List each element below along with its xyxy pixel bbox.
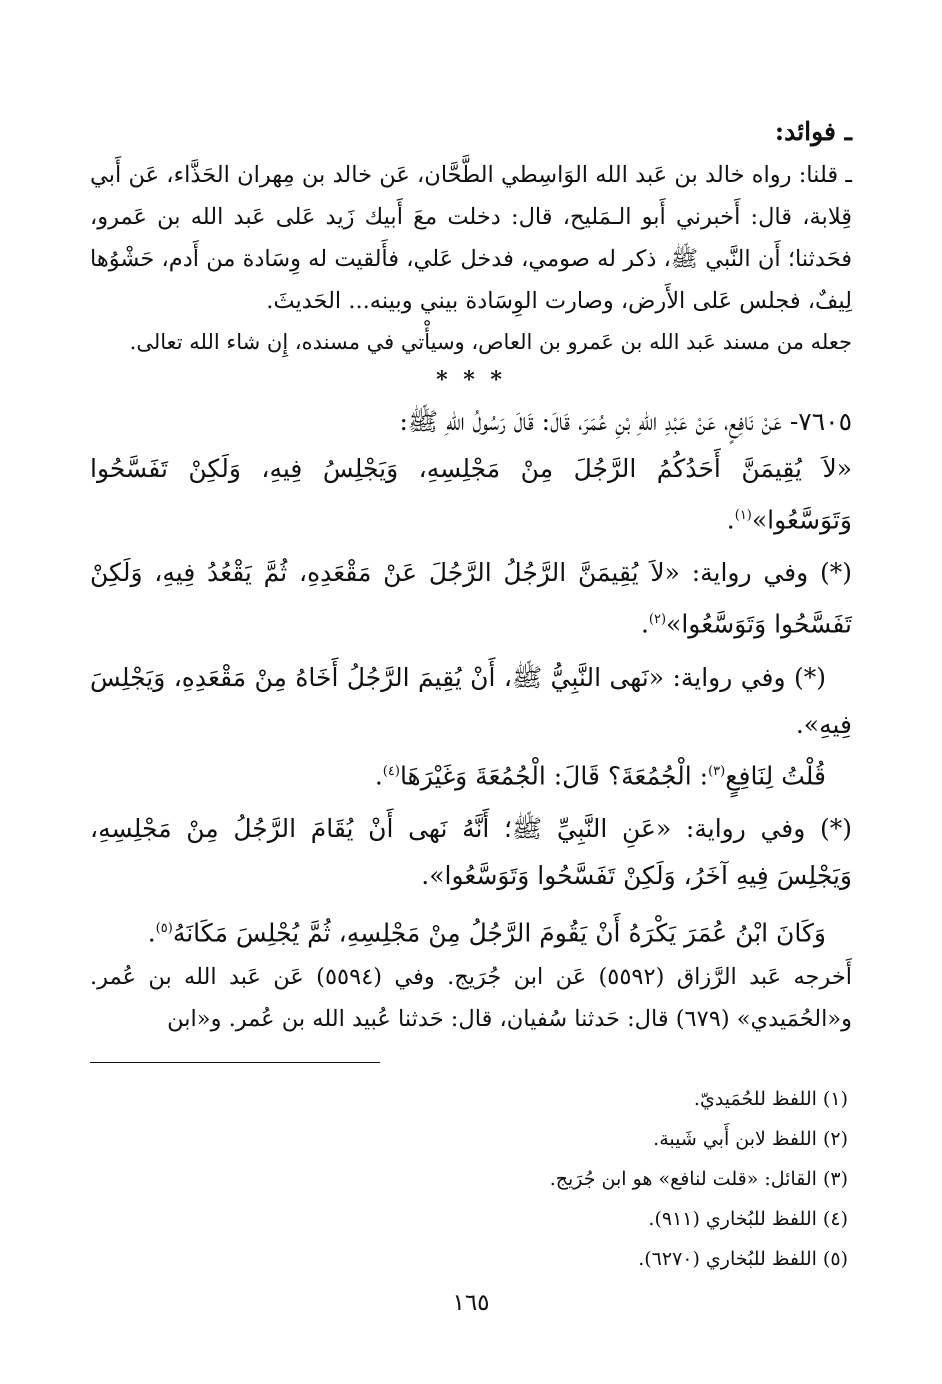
takhrij-paragraph: أَخرجه عَبد الرَّزاق (٥٥٩٢) عَن ابن جُرَيج. وفي (٥٥٩٤) عَن عَبد الله بن عُمر. و«الحُمَيدي» (٦٧٩) قال: حَدثنا سُفيان، قال: حَدثنا عُبيد الله بن عُمر. و«ابن bbox=[90, 964, 853, 1033]
section-separator: * * * bbox=[436, 367, 506, 393]
footnote-4: (٤) اللفظ للبُخاري (٩١١). bbox=[648, 1208, 848, 1231]
footnote-ref: (٤) bbox=[382, 763, 400, 779]
page-number: ١٦٥ bbox=[452, 1290, 490, 1316]
footnote-ref: (٥) bbox=[155, 920, 173, 936]
footnote-ref: (٢) bbox=[648, 612, 667, 628]
footnote-2: (٢) اللفظ لابن أَبي شَيبة. bbox=[653, 1128, 848, 1151]
commentary-note: جعله من مسند عَبد الله بن عَمرو بن العاص، وسيأْتي في مسنده، إِن شاء الله تعالى. bbox=[129, 330, 852, 354]
hadith-text: «لاَ يُقِيمَنَّ أَحَدُكُمُ الرَّجُلَ مِنْ مَجْلِسِهِ، وَيَجْلِسُ فِيهِ، وَلَكِنْ تَفَسَّحُوا وَتَوَسَّعُوا»$^{(١)}$. bbox=[90, 454, 852, 535]
ibn-umar-line: وَكَانَ ابْنُ عُمَرَ يَكْرَهُ أَنْ يَقُومَ الرَّجُلُ مِنْ مَجْلِسِهِ، ثُمَّ يُجْلِسَ مَكَانَهُ$^{(٥)}$. bbox=[147, 918, 826, 948]
footnote-3: (٣) القائل: «قلت لنافع» هو ابن جُرَيج. bbox=[549, 1168, 848, 1191]
footnotes bbox=[90, 1079, 852, 1279]
footnote-1: (١) اللفظ للحُمَيديّ. bbox=[693, 1088, 848, 1111]
qultu-b: : الْجُمُعَةَ؟ قَالَ: الْجُمُعَةَ وَغَيْرَهَا bbox=[399, 760, 709, 790]
hadith-intro: ٧٦٠٥- عَنْ نَافِعٍ، عَنْ عَبْدِ اللهِ بْنِ عُمَرَ، قَالَ: قَالَ رَسُولُ اللهِ ﷺ: bbox=[399, 407, 852, 436]
hadith-text-body: «لاَ يُقِيمَنَّ أَحَدُكُمُ الرَّجُلَ مِنْ مَجْلِسِهِ، وَيَجْلِسُ فِيهِ، وَلَكِنْ تَفَسَّحُوا وَتَوَسَّعُوا» bbox=[90, 454, 852, 535]
footnote-ref: (١) bbox=[734, 508, 752, 523]
footnote-5: (٥) اللفظ للبُخاري (٦٢٧٠). bbox=[638, 1248, 848, 1271]
commentary-paragraph: ـ قلنا: رواه خالد بن عَبد الله الوَاسِطي الطَّحَّان، عَن خالد بن مِهران الحَذَّاء، عَن أَبي قِلابة، قال: أَخبرني أَبو الـمَليح، قال: دخلت معَ أَبيك زَيد عَلى عَبد الله بن عَمرو، فحَدثنا؛ أَن النَّبي ﷺ، ذكر له صومي، فدخل عَلي، فأَلقيت له وِسَادة من أَدم، حَشْوُها لِيفٌ، فجلس عَلى الأَرض، وصارت الوِسَادة بيني وبينه... الحَديثَ. bbox=[90, 162, 852, 314]
qultu-line: قُلْتُ لِنَافِعٍ$^{(٣)}$: الْجُمُعَةَ؟ قَالَ: الْجُمُعَةَ وَغَيْرَهَا$^{(٤)}$. bbox=[374, 760, 826, 790]
riwaya-1-text: (*) وفي رواية: «لاَ يُقِيمَنَّ الرَّجُلُ الرَّجُلَ عَنْ مَقْعَدِهِ، ثُمَّ يَقْعُدُ فِيهِ، وَلَكِنْ تَفَسَّحُوا وَتَوَسَّعُوا» bbox=[90, 558, 852, 639]
qultu-a: قُلْتُ لِنَافِعٍ bbox=[725, 760, 826, 790]
section-heading: ـ فوائد: bbox=[774, 117, 852, 146]
riwaya-3: (*) وفي رواية: «عَنِ النَّبِيِّ ﷺ؛ أَنَّهُ نَهى أَنْ يُقَامَ الرَّجُلُ مِنْ مَجْلِسِهِ، وَيَجْلِسَ فِيهِ آخَرُ، وَلَكِنْ تَفَسَّحُوا وَتَوَسَّعُوا». bbox=[90, 813, 852, 890]
riwaya-1: (*) وفي رواية: «لاَ يُقِيمَنَّ الرَّجُلُ الرَّجُلَ عَنْ مَقْعَدِهِ، ثُمَّ يَقْعُدُ فِيهِ، وَلَكِنْ تَفَسَّحُوا وَتَوَسَّعُوا»$^{(٢)}$. bbox=[90, 558, 852, 639]
page-body bbox=[90, 112, 852, 1279]
footnote-divider bbox=[90, 1062, 380, 1063]
riwaya-2: (*) وفي رواية: «نَهى النَّبِيُّ ﷺ، أَنْ يُقِيمَ الرَّجُلُ أَخَاهُ مِنْ مَقْعَدِهِ، وَيَجْلِسَ فِيهِ». bbox=[90, 662, 852, 739]
footnote-ref: (٣) bbox=[708, 763, 726, 779]
ibn-umar-text: وَكَانَ ابْنُ عُمَرَ يَكْرَهُ أَنْ يَقُومَ الرَّجُلُ مِنْ مَجْلِسِهِ، ثُمَّ يُجْلِسَ مَكَانَهُ bbox=[172, 918, 826, 948]
